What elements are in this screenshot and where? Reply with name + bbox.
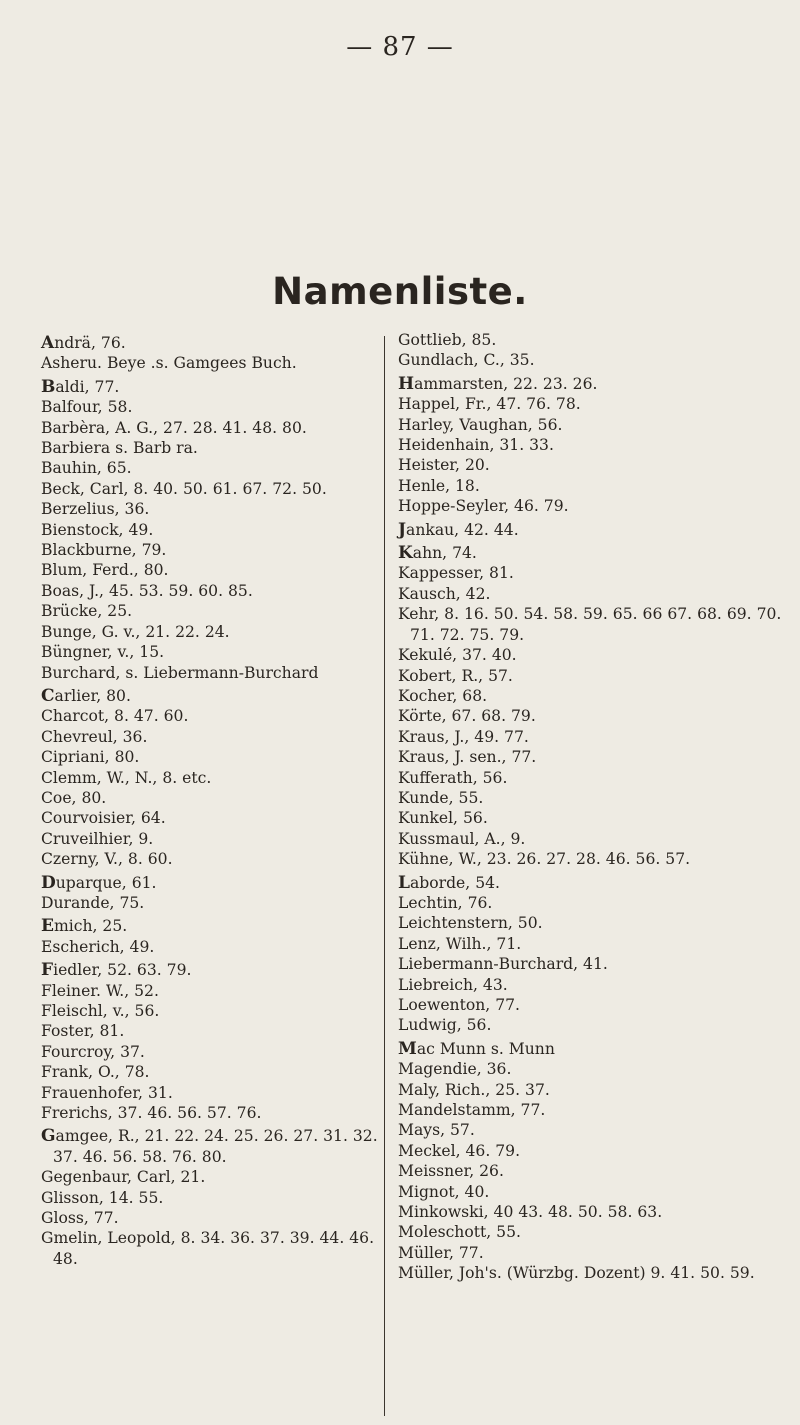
index-entry: Kunkel, 56. [398,809,488,828]
index-entry: Happel, Fr., 47. 76. 78. [398,395,581,414]
index-entry: Balfour, 58. [41,398,133,417]
index-entry: Kausch, 42. [398,584,491,603]
index-entry: Duparque, 61. [41,872,157,893]
index-entry: Kehr, 8. 16. 50. 54. 58. 59. 65. 66 67. 68. 69. 70. 71. 72. 75. 79. [398,605,782,644]
index-entry: Moleschott, 55. [398,1223,521,1242]
index-entry: Coe, 80. [41,788,107,807]
index-entry: Glisson, 14. 55. [41,1188,164,1207]
index-entry: Kufferath, 56. [398,768,508,787]
index-entry: Gamgee, R., 21. 22. 24. 25. 26. 27. 31. 32. 37. 46. 56. 58. 76. 80. [41,1126,378,1166]
index-entry: Kraus, J. sen., 77. [398,748,537,767]
index-entry: Brücke, 25. [41,602,133,621]
index-entry: Hammarsten, 22. 23. 26. [398,373,598,394]
index-entry: Kussmaul, A., 9. [398,829,526,848]
index-entry: Ludwig, 56. [398,1016,492,1035]
index-entry: Kocher, 68. [398,686,488,705]
index-entry: Carlier, 80. [41,685,131,706]
page-title: Namenliste. [272,270,528,313]
index-entry: Barbèra, A. G., 27. 28. 41. 48. 80. [41,418,307,437]
index-entry: Mandelstamm, 77. [398,1101,546,1120]
index-entry: Meckel, 46. 79. [398,1141,521,1160]
index-entry: Leichtenstern, 50. [398,914,543,933]
index-entry: Kobert, R., 57. [398,666,513,685]
index-entry: Berzelius, 36. [41,500,150,519]
index-entry: Heidenhain, 31. 33. [398,436,554,455]
index-entry: Czerny, V., 8. 60. [41,850,173,869]
index-entry: Mignot, 40. [398,1182,490,1201]
index-entry: Burchard, s. Liebermann-Burchard [41,663,319,682]
index-entry: Courvoisier, 64. [41,809,166,828]
index-entry: Magendie, 36. [398,1060,512,1079]
index-entry: Blackburne, 79. [41,541,167,560]
index-entry: Lenz, Wilh., 71. [398,934,522,953]
index-entry: Fleischl, v., 56. [41,1002,160,1020]
name-list-left-column [41,330,381,1269]
index-entry: Bunge, G. v., 21. 22. 24. [41,622,230,641]
index-entry: Lechtin, 76. [398,893,493,912]
index-entry: Kraus, J., 49. 77. [398,727,529,746]
index-entry: Maly, Rich., 25. 37. [398,1080,550,1099]
index-entry: Cruveilhier, 9. [41,829,154,848]
index-entry: Jankau, 42. 44. [398,519,519,540]
index-entry: Kekulé, 37. 40. [398,646,517,665]
index-entry: Frerichs, 37. 46. 56. 57. 76. [41,1104,262,1123]
index-entry: Meissner, 26. [398,1162,504,1181]
index-entry: Beck, Carl, 8. 40. 50. 61. 67. 72. 50. [41,479,327,498]
index-entry: Minkowski, 40 43. 48. 50. 58. 63. [398,1203,663,1222]
index-entry: Müller, 77. [398,1243,484,1262]
index-entry: Escherich, 49. [41,937,155,956]
index-entry: Gundlach, C., 35. [398,351,535,370]
index-entry: Mays, 57. [398,1121,475,1140]
index-entry: Mac Munn s. Munn [398,1038,555,1059]
index-entry: Emich, 25. [41,916,128,937]
index-entry: Kühne, W., 23. 26. 27. 28. 46. 56. 57. [398,850,691,869]
index-entry: Loewenton, 77. [398,996,521,1014]
index-entry: Kappesser, 81. [398,564,514,583]
index-entry: Clemm, W., N., 8. etc. [41,768,212,787]
index-entry: Heister, 20. [398,456,490,475]
index-entry: Müller, Joh's. (Würzbg. Dozent) 9. 41. 50. 59. [398,1264,755,1283]
page-number: — 87 — [346,32,454,62]
index-entry: Kahn, 74. [398,543,477,564]
index-entry: Henle, 18. [398,476,480,495]
index-entry: Frauenhofer, 31. [41,1083,173,1102]
index-entry: Cipriani, 80. [41,748,140,767]
index-entry: Gottlieb, 85. [398,331,497,349]
index-entry: Charcot, 8. 47. 60. [41,707,189,726]
index-entry: Blum, Ferd., 80. [41,561,169,580]
index-entry: Liebermann-Burchard, 41. [398,955,608,974]
index-entry: Barbiera s. Barb ra. [41,439,198,458]
index-entry: Fourcroy, 37. [41,1042,145,1061]
index-entry: Gegenbaur, Carl, 21. [41,1168,206,1187]
index-entry: Hoppe-Seyler, 46. 79. [398,497,569,516]
index-entry: Fiedler, 52. 63. 79. [41,960,192,981]
index-entry: Frank, O., 78. [41,1063,150,1082]
index-entry: Durande, 75. [41,893,145,912]
index-entry: Büngner, v., 15. [41,643,165,662]
index-entry: Baldi, 77. [41,376,120,397]
index-entry: Harley, Vaughan, 56. [398,415,563,434]
column-divider [384,336,385,1416]
index-entry: Liebreich, 43. [398,975,508,994]
index-entry: Laborde, 54. [398,872,500,893]
index-entry: Kunde, 55. [398,788,484,807]
index-entry: Boas, J., 45. 53. 59. 60. 85. [41,581,253,600]
index-entry: Chevreul, 36. [41,727,148,746]
index-entry: Bienstock, 49. [41,520,154,539]
index-entry: Gmelin, Leopold, 8. 34. 36. 37. 39. 44. 46. 48. [41,1229,375,1268]
index-entry: Andrä, 76. [41,333,126,353]
index-entry: Bauhin, 65. [41,459,132,478]
index-entry: Foster, 81. [41,1022,125,1041]
index-entry: Gloss, 77. [41,1209,119,1228]
index-entry: Körte, 67. 68. 79. [398,707,536,726]
index-entry: Asheru. Beye .s. Gamgees Buch. [41,354,297,373]
name-list-right-column [398,330,798,1284]
index-entry: Fleiner. W., 52. [41,981,159,1000]
